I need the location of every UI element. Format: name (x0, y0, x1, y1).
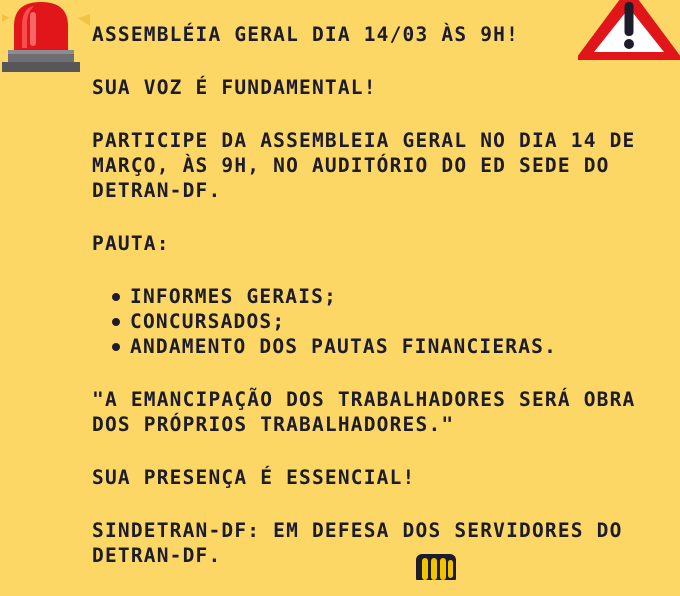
agenda-item: ANDAMENTO DOS PAUTAS FINANCIERAS. (112, 334, 652, 359)
siren-icon (0, 0, 90, 78)
headline: ASSEMBLÉIA GERAL DIA 14/03 ÀS 9H! (92, 23, 520, 46)
quote: "A EMANCIPAÇÃO DOS TRABALHADORES SERÁ OBRA DOS PRÓPRIOS TRABALHADORES." (92, 388, 636, 436)
agenda-item: INFORMES GERAIS; (112, 284, 652, 309)
raised-fist-icon (408, 548, 464, 580)
presence-message: SUA PRESENÇA É ESSENCIAL! (92, 466, 416, 489)
agenda-title: PAUTA: (92, 232, 170, 255)
invitation-paragraph: PARTICIPE DA ASSEMBLEIA GERAL NO DIA 14 DE MARÇO, ÀS 9H, NO AUDITÓRIO DO ED SEDE DO DETRAN-DF. (92, 129, 636, 202)
announcement-text (92, 22, 652, 596)
agenda-list (92, 284, 652, 359)
closing-message: SINDETRAN-DF: EM DEFESA DOS SERVIDORES DO DETRAN-DF. (92, 519, 623, 567)
agenda-item: CONCURSADOS; (112, 309, 652, 334)
voice-message: SUA VOZ É FUNDAMENTAL! (92, 76, 377, 99)
